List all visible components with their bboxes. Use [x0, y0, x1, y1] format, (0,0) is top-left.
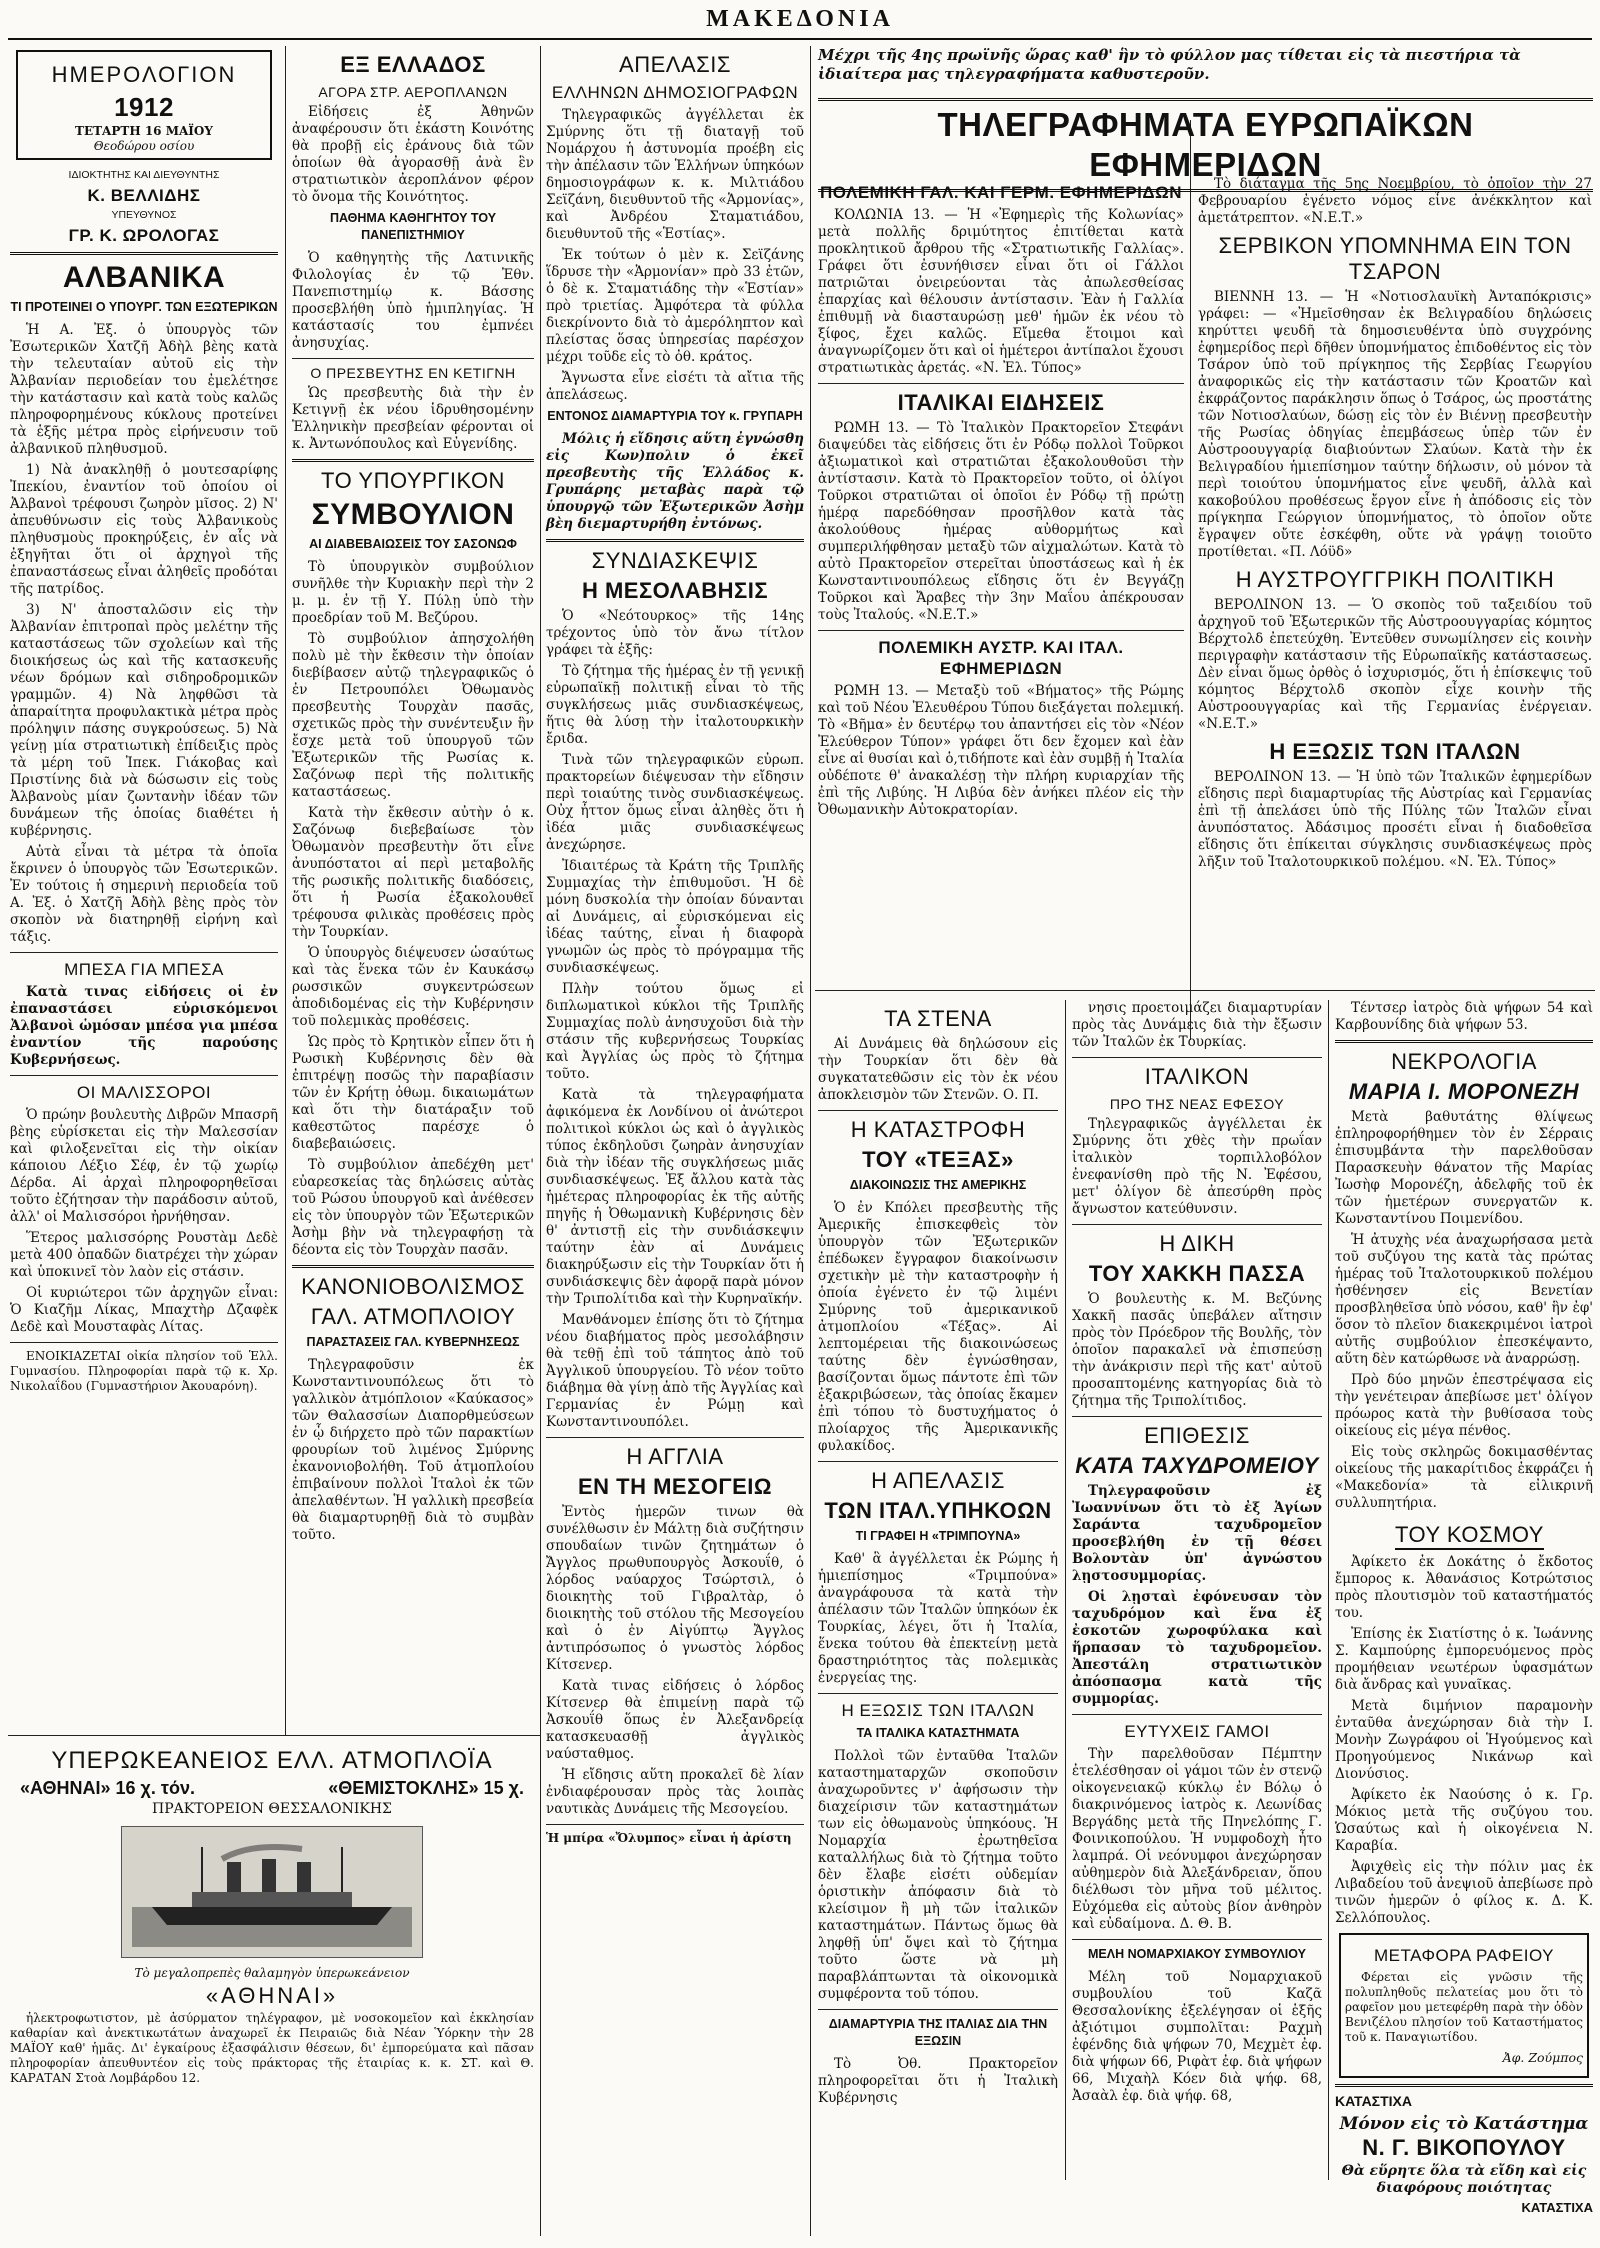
column-2 — [292, 46, 534, 1731]
polemiki-headline: ΠΟΛΕΜΙΚΗ ΓΑΛ. ΚΑΙ ΓΕΡΜ. ΕΦΗΜΕΡΙΔΩΝ — [819, 183, 1183, 202]
rent-notice: ΕΝΟΙΚΙΑΖΕΤΑΙ οἰκία πλησίον τοῦ Ἑλλ. Γυμνασίου. Πληροφορίαι παρὰ τῷ κ. Χρ. Νικολαΐδου (Γυμναστήριον Ἀκουαρόνη). — [10, 1349, 278, 1393]
kosmos-paragraph: Μετὰ διμήνιον παραμονὴν ἐνταῦθα ἀνεχώρησαν διὰ τὴν Ι. Μονὴν Ζωγράφου οἱ Ἡγούμενος καὶ Προηγούμενος Νικάνωρ καὶ Διονύσιος. — [1335, 1698, 1593, 1782]
atmoploia-headline: ΥΠΕΡΩΚΕΑΝΕΙΟΣ ΕΛΛ. ΑΤΜΟΠΛΟΪΑ — [51, 1747, 493, 1774]
katastixa-text: Θὰ εὕρητε ὅλα τὰ εἴδη καὶ εἰς διαφόρους ποιότητας — [1341, 2163, 1587, 2196]
exosis-headline: Η ΕΞΩΣΙΣ ΤΩΝ ΙΤΑΛΩΝ — [1269, 739, 1521, 764]
exellados-headline: ΕΞ ΕΛΛΑΔΟΣ — [340, 52, 486, 77]
divider — [818, 1693, 1058, 1694]
epith-headline-2: ΚΑΤΑ ΤΑΧΥΔΡΟΜΕΙΟΥ — [1075, 1453, 1319, 1478]
column-3 — [546, 46, 804, 2231]
albanika-headline: ΑΛΒΑΝΙΚΑ — [62, 261, 226, 294]
anglia-paragraph: Ἡ εἴδησις αὕτη προκαλεῖ δὲ λίαν ἐνδιαφέρουσαν πρὸς τὰς λοιπὰς ναυτικὰς Δυνάμεις τῆς Μεσογείου. — [546, 1767, 804, 1817]
epith-paragraph: Τηλεγραφοῦσιν ἐξ Ἰωαννίνων ὅτι τὸ ἐξ Ἁγίων Σαράντα ταχυδρομεῖον προσεβλήθη ἐν τῇ θέσει Βολοντὰν ὑπ' ἀγνώστου λῃστοσυμμορίας. — [1072, 1483, 1322, 1584]
divider — [546, 1437, 804, 1438]
ship-1: «ΑΘΗΝΑΙ» 16 χ. τόν. — [20, 1778, 195, 1798]
column-rule — [540, 46, 541, 2236]
diki-text: Ὁ βουλευτὴς κ. Μ. Βεζύνης Χακκῆ πασᾶς ὑπεβάλεν αἴτησιν πρὸς τὸν Πρόεδρον τῆς Βουλῆς, τὸν ὁποῖον παρακαλεῖ νὰ ἐπισπεύσῃ τὴν ἀνάκρισιν περὶ τῆς κατ' αὐτοῦ προσαπτομένης κατηγορίας διὰ τὸ ζήτημα τῆς Τριπολίτιδος. — [1072, 1291, 1322, 1409]
apel-paragraph: Ἄγνωστα εἶνε εἰσέτι τὰ αἴτια τῆς ἀπελάσεως. — [546, 370, 804, 403]
syndia-paragraph: Τινὰ τῶν τηλεγραφικῶν εὐρωπ. πρακτορείων διέψευσαν τὴν εἴδησιν περὶ τοιαύτης τινὸς συνδιασκέψεως. Οὐχ ἧττον ὅμως εἶναι ἀληθὲς ὅτι ἡ ἰδέα μιᾶς συνδιασκέψεως ἀνεχώρησε. — [546, 752, 804, 853]
austro-text: ΒΕΡΟΛΙΝΟΝ 13. — Ὁ σκοπὸς τοῦ ταξειδίου τοῦ ἀρχηγοῦ τοῦ Ἐξωτερικῶν τῆς Αὐστροουγγαρίας κόμητος Βέρχτολδ ἐπετεύχθη. Ἐντεῦθεν συνωμίλησεν εἰς κοινὴν περιγραφὴν κατάστασιν τῆς Εὐρωπαϊκῆς κατάστασεως. Δὲν εἶναι ὅμως ὀρθὸς ὁ ἰσχυρισμός, ὅτι ἡ ἐπίσκεψις τοῦ κόμητος Βέρχτολδ σκοπὸν εἶχε κοινὴν τῆς Αὐστροουγγαρίας καὶ τῆς Γερμανίας ἐνέργειαν. «Ν.Ε.Τ.» — [1198, 597, 1592, 732]
ypourg-subheadline: ΑΙ ΔΙΑΒΕΒΑΙΩΣΕΙΣ ΤΟΥ ΣΑΣΟΝΩΦ — [309, 537, 517, 551]
katastixa-end: ΚΑΤΑΣΤΙΧΑ — [1521, 2200, 1593, 2215]
albanika-subheadline: ΤΙ ΠΡΟΤΕΙΝΕΙ Ο ΥΠΟΥΡΓ. ΤΩΝ ΕΞΩΤΕΡΙΚΩΝ — [10, 300, 278, 314]
divider — [1072, 1057, 1322, 1058]
editor-name: ΓΡ. Κ. ΩΡΟΛΟΓΑΣ — [68, 226, 220, 245]
divider — [10, 1075, 278, 1076]
kosmos-paragraph: Ἐπίσης ἐκ Σιατίστης ὁ κ. Ἰωάννης Σ. Καμπούρης ἐμπορευόμενος πρὸς προμήθειαν νεωτέρων ὑφασμάτων διὰ ἄνδρας καὶ γυναῖκας. — [1335, 1626, 1593, 1693]
kanon-headline: ΚΑΝΟΝΙΟΒΟΛΙΣΜΟΣ — [301, 1274, 525, 1299]
malissoroi-paragraph: Οἱ κυριώτεροι τῶν ἀρχηγῶν εἶναι: Ὁ Κιαζῆμ Λίκας, Μπαχτὴρ Δζαφὲκ Δεδὲ καὶ Μουσταφὰς Λίτας. — [10, 1285, 278, 1335]
epith-paragraph: Οἱ λῃσταὶ ἐφόνευσαν τὸν ταχυδρόμον καὶ ἕνα ἐξ ἐσκοτῶν χωροφύλακα καὶ ἥρπασαν τὸ ταχυδρομεῖον. Ἀπεστάλη στρατιωτικὸν ἀπόσπασμα κατὰ τῆς συμμορίας. — [1072, 1589, 1322, 1707]
serv-text: ΒΙΕΝΝΗ 13. — Ἡ «Νοτιοσλαυϊκὴ Ἀνταπόκρισις» γράφει: — «Ἠμεῖσθησαν ἐκ Βελιγραδίου δηλώσεις κηρύττει ψευδῆ τὰ δημοσιευθέντα ὑπὸ συγχρόνης ἐφημερίδος περὶ δῆθεν ὑπομνήματος ἐπιδοθέντος εἰς τὸν Τσάρον ὑπὸ τοῦ πρίγκηπος τῆς Σερβίας Γεωργίου ἀναφορικῶς εἰς τὴν κατάστασιν τῶν Κροατῶν καὶ ἐκφράζοντος παράκλησιν ὅπως ὁ Τσάρος, ὡς προστάτης τῶν Νοτιοσλαύων, δώσῃ εἰς τὸν ἐν Βιέννῃ πρεσβευτὴν τῆς Ρωσίας ὁδηγίας ἐπεμβάσεως ὑπὲρ τῶν ἐν Αὐστροουγγαρίᾳ διαβιούντων Σλαύων. Κατὰ τὴν ἐκ Βελιγραδίου ἡμιεπίσημον ταύτην δήλωσιν, οὐ μόνον τὰ περὶ τοιούτου ὑπομνήματος εἶνε ψευδῆ, ἀλλὰ καὶ κακοβούλου προθέσεως ἔργον εἶνε ἡ ἀπόδοσις εἰς τὸν πρίγκηπα Γεώργιον ὑπομνήματος, τὸ ὁποῖον οὔτε ἔγραψεν οὔτε ἐσκέφθη, οὔτε νὰ γράψῃ τοιοῦτο προτίθεται. «Π. Λόϋδ» — [1198, 289, 1592, 560]
albanika-paragraph: 1) Νὰ ἀνακληθῇ ὁ μουτεσαρίφης Ἰπεκίου, ἐναντίον τοῦ ὁποίου οἱ Ἀλβανοὶ τρέφουσι ζωηρὸν μῖσος. 2) Ν' ἀπευθύνωσιν εἰς τοὺς Ἀλβανικοὺς πληθυσμοὺς προκηρύξεις, ἐν αἷς νὰ ἐξηγῆται ὅτι οἱ ἀρχηγοὶ τῆς ἐπαναστάσεως εἶναι ἀληθεῖς προδόται τῆς πατρίδος. — [10, 462, 278, 597]
nekro-name: ΜΑΡΙΑ Ι. ΜΟΡΟΝΕΖΗ — [1348, 1079, 1580, 1104]
serv-headline: ΣΕΡΒΙΚΟΝ ΥΠΟΜΝΗΜΑ ΕΙΝ ΤΟΝ ΤΣΑΡΟΝ — [1218, 233, 1572, 284]
diki-headline: Η ΔΙΚΗ — [1159, 1231, 1235, 1256]
divider — [818, 1461, 1058, 1462]
nekro-paragraph: Πρὸ δύο μηνῶν ἐπεστρέψασα εἰς τὴν γενέτειραν ἀπεβίωσε μετ' ὀλίγον πρόωρος κατὰ τὴν βυθίσασα τοὺς οἰκείους εἰς μέγα πένθος. — [1335, 1372, 1593, 1439]
griparis-text: Μόλις ἡ εἴδησις αὕτη ἐγνώσθη εἰς Κων)πολιν ὁ ἐκεῖ πρεσβευτὴς τῆς Ἑλλάδος κ. Γρυπάρης μεταβὰς παρὰ τῷ ὑπουργῷ τῶν Ἐξωτερικῶν Ἀσὴμ βὲη διεμαρτυρήθη ἐντόνως. — [546, 431, 804, 532]
syndia-paragraph: Ἰδιαιτέρως τὰ Κράτη τῆς Τριπλῆς Συμμαχίας τὴν ἐπιθυμοῦσι. Ἡ δὲ μόνη δυσκολία τὴν ὁποίαν δύνανται αἱ Δυνάμεις, αἱ εὐρισκόμεναι εἰς ἰδέας ταύτης, εἶναι ἡ διαφορὰ γνωμῶν ὡς πρὸς τὸ πρόγραμμα τῆς συνδιασκέψεως. — [546, 858, 804, 976]
column-rule — [1065, 1000, 1066, 2180]
apel-ital-headline: Η ΑΠΕΛΑΣΙΣ — [871, 1468, 1005, 1493]
column-8 — [1335, 1000, 1593, 2215]
ypourg-paragraph: Τὸ συμβούλιον ἀπεδέχθη μετ' εὐαρεσκείας τὰς δηλώσεις αὐτὰς τοῦ Ρώσου ὑπουργοῦ καὶ ἀνέθεσεν εἰς τὸν ὑπουργὸν τῶν Ἐξωτερικῶν Ἀσὴμ βὴν νὰ τηλεγραφήσῃ τὰ δέοντα εἰς τὸν Τουρχὰν πασᾶν. — [292, 1157, 534, 1258]
rafeio-ad — [1339, 1933, 1589, 2078]
column-7 — [1072, 1000, 1322, 2185]
italikon-subheadline: ΠΡΟ ΤΗΣ ΝΕΑΣ ΕΦΕΣΟΥ — [1109, 1096, 1285, 1112]
anglia-headline: Η ΑΓΓΛΙΑ — [626, 1444, 724, 1469]
anglia-headline-2: ΕΝ ΤΗ ΜΕΣΟΓΕΙΩ — [577, 1474, 773, 1499]
calendar-title: ΗΜΕΡΟΛΟΓΙΟΝ — [51, 62, 237, 87]
nekro-headline: ΝΕΚΡΟΛΟΓΙΑ — [1391, 1049, 1537, 1074]
shipping-ad — [10, 1740, 534, 2230]
meli-text: Μέλη τοῦ Νομαρχιακοῦ συμβουλίου τοῦ Καζᾶ Θεσσαλονίκης ἐξελέγησαν οἱ ἑξῆς ἀξιότιμοι συμπολῖται: Ραχμὴ ἐφένδης διὰ ψήφων 70, Μεχμὲτ ἐφ. διὰ ψήφων 66, Ριφὰτ ἐφ. διὰ ψήφων 66, Μιχαὴλ Κόεν διὰ ψήφ. 68, Ἀσαὰλ ἐφ. διὰ ψήφ. 68, — [1072, 1969, 1322, 2104]
mpesa-headline: ΜΠΕΣΑ ΓΙΑ ΜΠΕΣΑ — [64, 960, 224, 979]
masthead-rule — [8, 38, 1592, 40]
ypourg-paragraph: Τὸ ὑπουργικὸν συμβούλιον συνῆλθε τὴν Κυριακὴν περὶ τὴν 2 μ. μ. ἐν τῇ Υ. Πύλῃ ὑπὸ τὴν προεδρίαν τοῦ Μ. Βεζύρου. — [292, 559, 534, 626]
malissoroi-paragraph: Ἕτερος μαλισσόρης Ρουστὰμ Δεδὲ μετὰ 400 ὀπαδῶν διατρέχει τὴν χώραν καὶ ὑποκινεῖ τὸν λαὸν εἰς στάσιν. — [10, 1230, 278, 1280]
divider — [546, 1824, 804, 1825]
rafeio-text: Φέρεται εἰς γνῶσιν τῆς πολυπληθοῦς πελατείας μου ὅτι τὸ ραφεῖον μου μετεφέρθη παρὰ τὴν ὁδὸν Βενιζέλου πλησίον τοῦ Καταστήματος τοῦ κ. Παναγιωτίδου. — [1345, 1970, 1583, 2044]
divider — [546, 539, 804, 542]
nekro-paragraph: Μετὰ βαθυτάτης θλίψεως ἐπληροφορήθημεν τὸν ἐν Σέρραις ἐπισυμβάντα τὴν παρελθοῦσαν Παρασκευὴν θάνατον τῆς Μαρίας Ἰωσὴφ Μορονέζη, ἀδελφῆς τοῦ ἐκ τῶν ἡμετέρων συνεργατῶν κ. Κωνσταντίνου Ποιμενίδου. — [1335, 1109, 1593, 1227]
malissoroi-headline: ΟΙ ΜΑΛΙΣΣΟΡΟΙ — [76, 1083, 212, 1102]
editor-label: ΥΠΕΥΘΥΝΟΣ — [111, 209, 177, 221]
albanika-paragraph: Αὐτὰ εἶναι τὰ μέτρα τὰ ὁποῖα ἔκρινεν ὁ ὑπουργὸς τῶν Ἐσωτερικῶν. Ἐν τούτοις ἡ σημερινὴ περιοδεία τοῦ Α. Ἐξ. ὁ Χατζῆ Ἀδὴλ βὲης πρὸς τὸν σκοπὸν νὰ διατηρηθῇ εἰρήνη καὶ τάξις. — [10, 844, 278, 945]
rafeio-signature: Ἀφ. Ζούμπος — [1502, 2050, 1583, 2065]
katastixa-name: Ν. Γ. ΒΙΚΟΠΟΥΛΟΥ — [1362, 2135, 1566, 2160]
exosi-ital-text: Πολλοὶ τῶν ἐνταῦθα Ἰταλῶν καταστηματαρχῶν σκοποῦσιν ἀναχωροῦντες ν' ἀφήσωσιν τὴν διαχείρισιν τῶν καταστημάτων των εἰς ὀθωμανοὺς ὑπηκόους. Ἡ Νομαρχία ἐρωτηθεῖσα καταλλήλως διὰ τὸ ζήτημα τοῦτο δὲν ἔλαβε εἰσέτι οὐδεμίαν ὁριστικὴν ἀπόφασιν διὰ τὸ κλείσιμον ἢ μὴ τῶν ἰταλικῶν καταστημάτων. Πάντως ὅμως θὰ ληφθῇ ὑπ' ὄψει καὶ τὸ ζήτημα τοῦτο ὥστε νὰ μὴ παραβλάπτωνται τὰ οἰκονομικὰ συμφέροντα τοῦ τόπου. — [818, 1748, 1058, 2002]
ypourg-headline-2: ΣΥΜΒΟΥΛΙΟΝ — [311, 498, 515, 531]
ypourg-paragraph: Κατὰ τὴν ἔκθεσιν αὐτὴν ὁ κ. Σαζόνωφ διεβεβαίωσε τὸν Ὀθωμανὸν πρεσβευτὴν ὅτι εἶνε ἀνυπόστατοι αἱ περὶ μεταβολῆς τῆς ρωσικῆς πολιτικῆς διαδόσεις, ὅτι ἡ Ρωσία ἐξακολουθεῖ τρέφουσα φιλικὰς προθέσεις πρὸς τὴν Τουρκίαν. — [292, 805, 534, 940]
apel-paragraph: Ἐκ τούτων ὁ μὲν κ. Σεϊζάνης ἵδρυσε τὴν «Ἁρμονίαν» πρὸ 33 ἐτῶν, ὁ δὲ κ. Σταματιάδης τὴν «Ἑστίαν» πρὸ τριετίας. Ἀμφότερα τὰ φύλλα διεκρίνοντο διὰ τὸ ἀμερόληπτον καὶ πλείστας ὅσας ὑπηρεσίας παρέσχον μέχρι τοῦδε εἰς τὸ ὀθ. κράτος. — [546, 247, 804, 365]
column-4 — [818, 176, 1184, 986]
kosmos-paragraph: Ἀφίκετο ἐκ Δοκάτης ὁ ἔκδοτος ἔμπορος κ. Ἀθανάσιος Κοτρώτσιος πρὸς πλουτισμὸν τοῦ καταστήματός του. — [1335, 1554, 1593, 1621]
italikai-headline: ΙΤΑΛΙΚΑΙ ΕΙΔΗΣΕΙΣ — [897, 390, 1105, 415]
ship-name: «ΑΘΗΝΑΙ» — [205, 1983, 339, 2008]
calendar-year: 1912 — [114, 92, 174, 122]
ship-caption: Τὸ μεγαλοπρεπὲς θαλαμηγὸν ὑπερωκεάνειον — [134, 1966, 410, 1980]
top-text: νησις προετοιμάζει διαμαρτυρίαν πρὸς τὰς Δυνάμεις διὰ τὴν ἔξωσιν τῶν Ἰταλῶν ἐκ Τουρκίας. — [1072, 1000, 1322, 1050]
ypourg-paragraph: Τὸ συμβούλιον ἀπησχολήθη πολὺ μὲ τὴν ἔκθεσιν τὴν ὁποίαν διεβίβασεν αὐτῷ τηλεγραφικῶς ὁ ἐν Πετρουπόλει Ὀθωμανὸς πρεσβευτὴς Τουρχὰν πασᾶς, σχετικῶς πρὸς τὴν συνέντευξιν ἣν ἔσχε μετὰ τοῦ ὑπουργοῦ τῶν Ἐξωτερικῶν τῆς Ρωσίας κ. Σαζόνωφ περὶ τῆς πολιτικῆς καταστάσεως. — [292, 631, 534, 800]
diamart-subheadline: ΔΙΑΜΑΡΤΥΡΙΑ ΤΗΣ ΙΤΑΛΙΑΣ ΔΙΑ ΤΗΝ ΕΞΩΣΙΝ — [828, 2017, 1048, 2048]
apel-headline-2: ΕΛΛΗΝΩΝ ΔΗΜΟΣΙΟΓΡΑΦΩΝ — [551, 83, 799, 102]
katastixa-label: ΚΑΤΑΣΤΙΧΑ — [1335, 2093, 1412, 2109]
column-1 — [10, 46, 278, 1731]
meli-subheadline: ΜΕΛΗ ΝΟΜΑΡΧΙΑΚΟΥ ΣΥΜΒΟΥΛΙΟΥ — [1088, 1947, 1306, 1961]
pathima-subheadline: ΠΑΘΗΜΑ ΚΑΘΗΓΗΤΟΥ ΤΟΥ ΠΑΝΕΠΙΣΤΗΜΙΟΥ — [329, 211, 497, 242]
apel-ital-text: Καθ' ἃ ἀγγέλλεται ἐκ Ρώμης ἡ ἡμιεπίσημος «Τριμπούνα» ἀναγράφουσα τὰ κατὰ τὴν ἀπέλασιν τῶν Ἰταλῶν ὑπηκόων ἐκ Τουρκίας, λέγει, ὅτι ἡ Ἰταλία, ἕνεκα τούτου θὰ ἐπεκτείνῃ μετὰ δραστηριότητος τὰς πολεμικὰς ἐνεργείας της. — [818, 1551, 1058, 1686]
gamoi-text: Τὴν παρελθοῦσαν Πέμπτην ἐτελέσθησαν οἱ γάμοι τῶν ἐν στενῷ οἰκογενειακῷ κύκλῳ ἐν Βόλῳ ὁ διακρινόμενος ἰατρὸς κ. Λεωνίδας Βεργάδης μετὰ τῆς Πηνελόπης Γ. Φοινικοπούλου. Ἡ νυμφοδοχὴ ἦτο λαμπρά. Οἱ νεόνυμφοι ἀνεχώρησαν αὐθημερὸν διὰ Ἀλεξάνδρειαν, ὅπου διέλθωσι τὸν μῆνα τοῦ μέλιτος. Εὐχόμεθα εἰς αὐτοὺς βίον ἀνθηρὸν καὶ εὐδαίμονα. Δ. Θ. Β. — [1072, 1746, 1322, 1932]
austro-headline: Η ΑΥΣΤΡΟΥΓΓΡΙΚΗ ΠΟΛΙΤΙΚΗ — [1235, 567, 1555, 592]
syndia-paragraph: Τὸ ζήτημα τῆς ἡμέρας ἐν τῇ γενικῇ εὐρωπαϊκῇ πολιτικῇ εἶναι τὸ τῆς συγκλήσεως μιᾶς συνδιασκέψεως, ἥτις θὰ λύσῃ τὴν ἰταλοτουρκικὴν ἔριδα. — [546, 663, 804, 747]
anglia-paragraph: Κατὰ τινας εἰδήσεις ὁ λόρδος Κίτσενερ θὰ ἐπιμείνῃ παρὰ τῷ Ἀσκουΐθ ὅπως ἐν Ἀλεξανδρείᾳ κατασκευασθῇ ἀγγλικὸς ναύσταθμος. — [546, 1678, 804, 1762]
divider — [1335, 1040, 1593, 1043]
rafeio-headline: ΜΕΤΑΦΟΡΑ ΡΑΦΕΙΟΥ — [1373, 1946, 1555, 1965]
albanika-paragraph: 3) Ν' ἀποσταλῶσιν εἰς τὴν Ἀλβανίαν ἐπιτροπαὶ πρὸς μελέτην τῆς καταστάσεως τῶν σχολείων καὶ τῆς διοικήσεως ὡς καὶ τῆς κατασκευῆς νέων δρόμων καὶ σιδηροδρομικῶν γραμμῶν. 4) Νὰ ληφθῶσι τὰ ἀπαραίτητα προφυλακτικὰ μέτρα πρὸς πρόληψιν πάσης συγκρούσεως. 5) Νὰ γείνῃ μία στρατιωτικὴ ἐπίδειξις πρὸς τὰ μέρη τοῦ Ἰπεκ. Γιάκοβας καὶ Πριστίνης διὰ νὰ δώσωσιν εἰς τοὺς Ἀλβανοὺς μίαν ζωντανὴν ἰδέαν τῶν δυνάμεων τῆς ὁποίας διαθέτει ἡ κυβέρνησις. — [10, 602, 278, 839]
stena-text: Αἱ Δυνάμεις θὰ δηλώσουν εἰς τὴν Τουρκίαν ὅτι δὲν θὰ συγκατατεθῶσιν εἰς τὸν ἐκ νέου ἀποκλεισμὸν τῶν Στενῶν. Ο. Π. — [818, 1036, 1058, 1103]
owner-name: Κ. ΒΕΛΛΙΔΗΣ — [87, 186, 201, 205]
syndia-headline: ΣΥΝΔΙΑΣΚΕΨΙΣ — [591, 548, 759, 573]
apel-paragraph: Τηλεγραφικῶς ἀγγέλλεται ἐκ Σμύρνης ὅτι τῇ διαταγῇ τοῦ Νομάρχου ἡ ἀστυνομία προέβη εἰς τὴν ἀπέλασιν τῶν Ἑλλήνων ὑπηκόων δημοσιογράφων κ. κ. Μιλτιάδου Σεϊζάνη, διευθυντοῦ τῆς «Ἁρμονίας», καὶ Ἀνδρέου Σταματιάδου, διευθυντοῦ τῆς «Ἑστίας». — [546, 107, 804, 242]
column-6 — [818, 1000, 1058, 2185]
olympos-ad: Ἡ μπίρα «Ὄλυμπος» εἶναι ἡ ἀρίστη — [546, 1831, 792, 1845]
agency: ΠΡΑΚΤΟΡΕΙΟΝ ΘΕΣΣΑΛΟΝΙΚΗΣ — [152, 1801, 392, 1817]
telegrams-header — [818, 46, 1593, 183]
ship-icon — [132, 1837, 412, 1947]
italikon-headline: ΙΤΑΛΙΚΟΝ — [1144, 1064, 1250, 1089]
nekro-paragraph: Ἡ ἀτυχὴς νέα ἀναχωρήσασα μετὰ τοῦ συζύγου της κατὰ τὰς πρώτας ἡμέρας τοῦ Ἰταλοτουρκικοῦ πολέμου ἠσθένησεν εἰς Βενετίαν προσβληθεῖσα ὑπὸ νόσου, καθ' ἣν ἐφ' ὅσον τὸ πλεῖον διακεκριμένοι ἰατροὶ αὐτῆς συμβούλιον ἐπεσκέψαντο, αὕτη δὲν κατώρθωσε νὰ ἀναρρώσῃ. — [1335, 1232, 1593, 1367]
ship-illustration — [121, 1826, 423, 1958]
kanon-headline-2: ΓΑΛ. ΑΤΜΟΠΛΟΙΟΥ — [310, 1304, 516, 1329]
nekro-paragraph: Εἰς τοὺς σκληρῶς δοκιμασθέντας οἰκείους τῆς μακαρίτιδος ἐκφράζει ἡ «Μακεδονία» τὰ εἰλικρινῆ συλλυπητήρια. — [1335, 1444, 1593, 1511]
malissoroi-paragraph: Ὁ πρώην βουλευτὴς Διβρῶν Μπασρῆ βὲης εὑρίσκεται εἰς τὴν Μαλεσσίαν καὶ φιλοξενεῖται εἰς τὴν οἰκίαν κάποιου Λέξιο Σέφ, ἐν τῷ χωρίῳ Δέρδα. Αἱ ἀρχαὶ πληροφορηθεῖσαι τοῦτο ἐζήτησαν τὴν παράδοσιν αὐτοῦ, ἀλλ' οἱ Μαλισσόροι ἠρνήθησαν. — [10, 1107, 278, 1225]
kanon-subheadline: ΠΑΡΑΣΤΑΣΕΙΣ ΓΑΛ. ΚΥΒΕΡΝΗΣΕΩΣ — [306, 1335, 520, 1349]
divider — [1072, 1224, 1322, 1225]
exosis-text: ΒΕΡΟΛΙΝΟΝ 13. — Ἡ ὑπὸ τῶν Ἰταλικῶν ἐφημερίδων εἴδησις περὶ διαμαρτυρίας τῆς Αὐστρίας καὶ Γερμανίας ἐπὶ τῇ ἀπελάσει ὑπὸ τῆς Πύλης τῶν Ἰταλῶν εἶναι ἀνυπόστατος. Ἀδάσιμος προσέτι εἶναι ἡ διαδοθεῖσα εἴδησις ὅτι ἐπίκειται σύγκλησις συνδιασκέψεως πρὸς λῆξιν τοῦ Ἰταλοτουρκικοῦ πολέμου. «Ν. Ἐλ. Τύπος» — [1198, 769, 1592, 870]
top-text: Τὸ διάταγμα τῆς 5ης Νοεμβρίου, τὸ ὁποῖον τὴν 27 Φεβρουαρίου ἐγένετο νόμος εἶνε ἀνέκκλητον καὶ ἀμετάτρεπτον. «Ν.Ε.Τ.» — [1198, 176, 1592, 226]
tessa-headline: Η ΚΑΤΑΣΤΡΟΦΗ — [850, 1117, 1026, 1142]
syndia-paragraph: Πλὴν τούτου ὅμως εἰ διπλωματικοὶ κύκλοι τῆς Τριπλῆς Συμμαχίας πολὺ ἀνησυχοῦσι διὰ τὴν στάσιν τῆς κυβερνήσεως Τουρκίας καὶ Ἀγγλίας ὡς πρὸς τὸ ζήτημα τοῦτο. — [546, 981, 804, 1082]
column-rule — [1328, 1000, 1329, 2180]
telegrams-headline: ΤΗΛΕΓΡΑΦΗΜΑΤΑ ΕΥΡΩΠΑΪΚΩΝ ΕΦΗΜΕΡΙΔΩΝ — [818, 98, 1593, 192]
presv-subheadline: Ο ΠΡΕΣΒΕΥΤΗΣ ΕΝ ΚΕΤΙΓΝΗ — [310, 365, 516, 381]
exosi-ital-headline: Η ΕΞΩΣΙΣ ΤΩΝ ΙΤΑΛΩΝ — [841, 1701, 1035, 1720]
syndia-paragraph: Ὁ «Νεότουρκος» τῆς 14ης τρέχοντος ὑπὸ τὸν ἄνω τίτλον γράφει τὰ ἑξῆς: — [546, 608, 804, 658]
divider — [10, 952, 278, 953]
divider — [10, 1342, 278, 1343]
masthead: ΜΑΚΕΔΟΝΙΑ — [706, 6, 894, 32]
apel-ital-headline-2: ΤΩΝ ΙΤΑΛ.ΥΠΗΚΟΩΝ — [824, 1498, 1052, 1523]
ships-line — [20, 1780, 524, 1797]
diamart-text: Τὸ Ὀθ. Πρακτορεῖον πληροφορεῖται ὅτι ἡ Ἰταλικὴ Κυβέρνησις — [818, 2056, 1058, 2106]
polemiki-text: ΚΟΛΩΝΙΑ 13. — Ἡ «Ἐφημερὶς τῆς Κολωνίας» μετὰ πολλῆς δριμύτητος ἐπιτίθεται κατὰ προκλητικοῦ ἄρθρου τῆς «Στρατιωτικῆς Γαλλίας». Γράφει ὅτι ἐσυνήθισεν εἶναι ὅτι οἱ Γάλλοι πατριῶται ὀνειρεύονται τὰς ἀπωλεσθείσας ἐπαρχίας καὶ θέλουσιν ἀντίστασιν. Ἐὰν ἡ Γαλλία ἐπιθυμῇ νὰ διασταυρώσῃ μεθ' ἡμῶν ἐκ νέου τὸ ξίφος, ἔχει καλῶς. Εἴμεθα ἕτοιμοι καὶ ἀναγνωρίζομεν ὅτι καὶ οἱ ἡμέτεροι ἀντίπαλοι ἔχουσι στρατιωτικὰς ἀρετάς. «Ν. Ἐλ. Τύπος» — [818, 207, 1184, 376]
agora-subheadline: ΑΓΟΡΑ ΣΤΡ. ΑΕΡΟΠΛΑΝΩΝ — [318, 84, 508, 100]
divider — [292, 459, 534, 462]
column-rule — [810, 46, 811, 2236]
albanika-paragraph: Ἡ Α. Ἐξ. ὁ ὑπουργὸς τῶν Ἐσωτερικῶν Χατζῆ Ἀδὴλ βὲης κατὰ τὴν τελευταίαν αὐτοῦ εἰς τὴν Ἀλβανίαν περιοδείαν του ἐμελέτησε τὴν κατάστασιν καὶ κατὰ τοὺς καλῶς πληροφορημένους κύκλους προτείνει τὰ ἑξῆς μέτρα πρὸς εἰρήνευσιν τοῦ ἀλβανικοῦ πληθυσμοῦ. — [10, 322, 278, 457]
divider — [1072, 1416, 1322, 1417]
anglia-paragraph: Ἐντὸς ἡμερῶν τινων θὰ συνέλθωσιν ἐν Μάλτῃ διὰ συζήτησιν σπουδαίων τινῶν ζητημάτων ὁ Ἄγγλος πρωθυπουργὸς Ἀσκουΐθ, ὁ λόρδος ναύαρχος Τσώρτσιλ, ὁ διοικητὴς τοῦ Γιβραλτὰρ, ὁ διοικητὴς τοῦ στόλου τῆς Μεσογείου καὶ ὁ ἐν Αἰγύπτῳ Ἄγγλος ἀντιπρόσωπος ὁ γνωστὸς λόρδος Κίτσενερ. — [546, 1504, 804, 1673]
pathima-text: Ὁ καθηγητὴς τῆς Λατινικῆς Φιλολογίας ἐν τῷ Ἐθν. Πανεπιστημίῳ κ. Βάσσης προσεβλήθη ὑπὸ ἡμιπληγίας. Ἡ κατάστασίς του ἐμπνέει ἀνησυχίας. — [292, 250, 534, 351]
tessa-text: Ὁ ἐν Κπόλει πρεσβευτὴς τῆς Ἀμερικῆς ἐπισκεφθεὶς τὸν ὑπουργὸν τῶν Ἐξωτερικῶν ἐπέδωκεν ἔγγραφον διακοίνωσιν σχετικὴν μὲ τὴν καταστροφὴν ἡ ὁποία ἐγένετο ἐν τῷ λιμένι Σμύρνης τοῦ ἀμερικανικοῦ ἀτμοπλοίου «Τέξας». Αἱ λεπτομέρειαι τῆς διακοινώσεως ταύτης δὲν ἐγνώσθησαν, βασίζονται ὅμως πάντοτε ἐπὶ τῶν ἐξακριβώσεων, τὰς ὁποίας ἔκαμεν ἐπὶ τόπου τὸ δυστυχήματος ὁ πλοίαρχος τῆς Ἀμερικανικῆς φυλακίδος. — [818, 1200, 1058, 1454]
griparis-subheadline: ΕΝΤΟΝΟΣ ΔΙΑΜΑΡΤΥΡΙΑ ΤΟΥ κ. ΓΡΥΠΑΡΗ — [547, 409, 803, 423]
polemiki2-text: ΡΩΜΗ 13. — Μεταξὺ τοῦ «Βήματος» τῆς Ρώμης καὶ τοῦ Νέου Ἐλευθέρου Τύπου διεξάγεται πολεμική. Τὸ «Βῆμα» ἐν δευτέρῳ του ἀπαντήσει εἰς τὸν «Νέον Ἐλεύθερον Τύπον» γράφει ὅτι δεν ἔχομεν καὶ ἐὰν εἶνε αἱ θυσίαι καὶ ὁ,τιδήποτε καὶ ἐὰν συμβῇ ἡ Ἰταλία οὐδέποτε θ' ἀνακαλέσῃ τὴν πλήρη κυριαρχίαν τῆς ἐπὶ τῆς Λιβύης. Ἡ Λιβύα δὲν ἀνήκει πλέον εἰς τὴν Ὀθωμανικὴν Αὐτοκρατορίαν. — [818, 683, 1184, 818]
calendar-saint: Θεοδώρου οσίου — [93, 139, 195, 153]
top-text: Τέντσερ ἰατρὸς διὰ ψήφων 54 καὶ Καρβουνίδης διὰ ψήφων 53. — [1335, 1000, 1593, 1033]
divider — [818, 1110, 1058, 1111]
syndia-paragraph: Μανθάνομεν ἐπίσης ὅτι τὸ ζήτημα νέου διαβήματος πρὸς μεσολάβησιν θὰ τεθῇ ἐπὶ τοῦ τάπητος ἀπὸ τοῦ Ἀγγλικοῦ ὑπουργείου. Τὸ νέον τοῦτο διάβημα θὰ γίνῃ ἀπὸ τῆς Ἀγγλίας καὶ Γερμανίας ἐν Ρώμῃ καὶ Κωνσταντινουπόλει. — [546, 1312, 804, 1430]
lead-italic: Μέχρι τῆς 4ης πρωϊνῆς ὥρας καθ' ἣν τὸ φύλλον μας τίθεται εἰς τὰ πιεστήρια τὰ ἰδιαίτερα μας τηλεγραφήματα καθυστεροῦν. — [818, 46, 1521, 83]
column-5 — [1198, 176, 1592, 986]
diki-headline-2: ΤΟΥ ΧΑΚΚΗ ΠΑΣΣΑ — [1088, 1261, 1306, 1286]
apel-ital-subheadline: ΤΙ ΓΡΑΦΕΙ Η «ΤΡΙΜΠΟΥΝΑ» — [855, 1529, 1021, 1543]
syndia-subheadline: Η ΜΕΣΟΛΑΒΗΣΙΣ — [581, 578, 769, 603]
section-rule — [8, 1735, 540, 1736]
italikon-text: Τηλεγραφικῶς ἀγγέλλεται ἐκ Σμύρνης ὅτι χθὲς τὴν πρωΐαν ἰταλικὸν τορπιλλοβόλον ἐνεφανίσθη πρὸ τῆς Ν. Ἐφέσου, μετ' ὀλίγον δὲ ἀπεσύρθη πρὸς ἄγνωστον κατεύθυνσιν. — [1072, 1116, 1322, 1217]
apel-headline: ΑΠΕΛΑΣΙΣ — [619, 52, 731, 77]
divider — [818, 2009, 1058, 2010]
stena-headline: ΤΑ ΣΤΕΝΑ — [884, 1006, 992, 1031]
divider — [1072, 1939, 1322, 1940]
gamoi-headline: ΕΥΤΥΧΕΙΣ ΓΑΜΟΙ — [1124, 1722, 1270, 1741]
divider — [1335, 2084, 1593, 2087]
divider — [292, 1265, 534, 1268]
syndia-paragraph: Κατὰ τὰ τηλεγραφήματα ἀφικόμενα ἐκ Λονδίνου οἱ ἀνώτεροι πολιτικοὶ κύκλοι ὡς καὶ ὁ ἀγγλικὸς τύπος ἐκδηλοῦσι ζωηρὰν ἀνησυχίαν διὰ τὴν ἰδέαν τῆς συγκλήσεως μιᾶς συνδιασκέψεως. Ἐξ ἄλλου κατὰ τὰς ἡμέτερας πληροφορίας ἐκ τῆς αὐτῆς πηγῆς ἡ Ὀθωμανικὴ Κυβέρνησις δὲν θ' ἀντιστῇ εἰς τὴν συνδιάσκεψιν ταύτην ἐὰν αἱ Δυνάμεις διακηρύξωσιν εἰς τὴν Τουρκίαν ὅτι ἡ συνδιάσκεψις δὲν ἀφορᾷ παρὰ μόνον τὴν Τριπολίτιδα καὶ τὴν Κυρηναϊκήν. — [546, 1087, 804, 1307]
calendar-box — [16, 50, 272, 160]
calendar-date: ΤΕΤΑΡΤΗ 16 ΜΑΪΟΥ — [75, 124, 213, 138]
tessa-headline-2: ΤΟΥ «ΤΕΞΑΣ» — [862, 1147, 1014, 1172]
owner-label: ΙΔΙΟΚΤΗΤΗΣ ΚΑΙ ΔΙΕΥΘΥΝΤΗΣ — [68, 169, 220, 181]
ship-2: «ΘΕΜΙΣΤΟΚΛΗΣ» 15 χ. — [328, 1778, 524, 1798]
kosmos-paragraph: Ἀφίκετο ἐκ Ναούσης ὁ κ. Γρ. Μόκιος μετὰ τῆς συζύγου του. Ὡσαύτως καὶ ἡ οἰκογένεια Ν. Καραβία. — [1335, 1787, 1593, 1854]
ypourg-paragraph: Ὡς πρὸς τὸ Κρητικὸν εἶπεν ὅτι ἡ Ρωσικὴ Κυβέρνησις δὲν θὰ ἐπιτρέψῃ ποσῶς τὴν παραβίασιν τῶν ἐν Κρήτῃ ὀθωμ. δικαιωμάτων καὶ ὅτι τὴν διατάραξιν τοῦ καθεστῶτος παρέσχε ὁ διαβεβαιώσεις. — [292, 1034, 534, 1152]
column-rule — [285, 46, 286, 1736]
katastixa-line: Μόνον εἰς τὸ Κατάστημα — [1339, 2114, 1589, 2134]
polemiki2-headline: ΠΟΛΕΜΙΚΗ ΑΥΣΤΡ. ΚΑΙ ΙΤΑΛ. ΕΦΗΜΕΡΙΔΩΝ — [878, 638, 1124, 678]
divider — [1072, 1714, 1322, 1715]
shipping-text: ἠλεκτροφωτιστον, μὲ ἀσύρματον τηλέγραφον, μὲ νοσοκομεῖον καὶ ἐκκλησίαν καθαρίαν καὶ ἀνεκτικωτάτων ἀναχωρεῖ ἐκ Πειραιῶς διὰ Νέαν Ὑόρκην τὴν 28 ΜΑΪΟΥ καθ' ἡμᾶς. Δι' ἐγκαίρους ἐξασφάλισιν θέσεων, δι' ἐμπορεύματα καὶ πᾶσαν πληροφορίαν ἀπευθυντέον εἰς τοὺς πράκτορας τῆς ἑταιρίας κ. κ. ΣΤ. καὶ Θ. ΚΑΡΑΤΑΝ Στοὰ Λομβάρδου 12. — [10, 2011, 534, 2085]
italikai-text: ΡΩΜΗ 13. — Τὸ Ἰταλικὸν Πρακτορεῖον Στεφάνι διαψεύδει τὰς εἰδήσεις ὅτι ἐν Ρόδῳ πολλοὶ Τοῦρκοι ἀξιωματικοὶ καὶ στρατιῶται ἐξακολουθοῦσι τὴν ἀντίστασιν. Κατὰ τὸ Πρακτορεῖον τοῦτο, οἱ ὀλίγοι Τοῦρκοι στρατιῶται οἱ ὁποῖοι ἐν Ρόδῳ τῇ πρώτῃ ἡμέρᾳ παρεδόθησαν προσῆλθον κατὰ τὰς ἀκολούθους ἡμέρας αὐθορμήτως καὶ συμπεριλήφθησαν μεταξὺ τῶν αἰχμαλώτων. Κατὰ τὸ αὐτὸ Πρακτορεῖον στερεῖται ὑποστάσεως καὶ ἡ ἐκ Κωνσταντινουπόλεως εἴδησις ὅτι ἐν Βεγγάζῃ Τοῦρκοι καὶ Ἄραβες τὴν 3ην Μαΐου ἀπέκρουσαν τοὺς Ἰταλούς. «Ν.Ε.Τ.» — [818, 420, 1184, 623]
kanon-text: Τηλεγραφοῦσιν ἐκ Κωνσταντινουπόλεως ὅτι τὸ γαλλικὸν ἀτμόπλοιον «Καύκασος» τῶν Θαλασσίων Διαπορθμεύσεων ἐν ᾧ διήρχετο πρὸ τῶν παρακτίων φρουρίων τοῦ λιμένος Σμύρνης ἐκανονιοβολήθη. Τοῦ ἀτμοπλοίου ἐπιβαίνουν πολλοὶ Ἰταλοὶ ἐκ τῶν ἀπελαθέντων. Ἡ γαλλικὴ πρεσβεία θὰ διαμαρτυρηθῇ διὰ τὸ συμβὰν τοῦτο. — [292, 1357, 534, 1543]
ypourg-headline: ΤΟ ΥΠΟΥΡΓΙΚΟΝ — [321, 468, 505, 493]
mpesa-text: Κατὰ τινας εἰδήσεις οἱ ἐν ἐπαναστάσει εὑρισκόμενοι Ἀλβανοὶ ὡμόσαν μπέσα για μπέσα ἐναντίον τῆς παρούσης Κυβερνήσεως. — [10, 984, 278, 1068]
kosmos-headline: ΤΟΥ ΚΟΣΜΟΥ — [1395, 1522, 1544, 1550]
divider — [292, 358, 534, 359]
kosmos-paragraph: Ἀφιχθεὶς εἰς τὴν πόλιν μας ἐκ Λιβαδείου τοῦ ἀνεψιοῦ ἀπεβίωσε πρὸ τινῶν ἡμερῶν ὁ φίλος κ. Δ. Κ. Σελλόπουλος. — [1335, 1859, 1593, 1926]
agora-text: Εἰδήσεις ἐξ Ἀθηνῶν ἀναφέρουσιν ὅτι ἐκάστη Κοινότης θὰ προβῇ εἰς ἐράνους διὰ τῶν ὁποίων θὰ ἀγορασθῇ ἀνὰ ἓν στρατιωτικὸν ἀεροπλάνον φέρον τὸ ὄνομα τῆς Κοινότητος. — [292, 104, 534, 205]
column-rule — [1190, 120, 1191, 1040]
section-rule — [815, 990, 1595, 991]
ypourg-paragraph: Ὁ ὑπουργὸς διέψευσεν ὡσαύτως καὶ τὰς ἕνεκα τῶν ἐν Καυκάσῳ ρωσσικῶν συγκεντρώσεων ἀποδιδομένας εἰς τὴν Κυβέρνησιν τοῦ πολεμικὰς προθέσεις. — [292, 945, 534, 1029]
epith-headline: ΕΠΙΘΕΣΙΣ — [1144, 1423, 1250, 1448]
divider — [818, 383, 1184, 384]
presv-text: Ὡς πρεσβευτὴς διὰ τὴν ἐν Κετιγνῇ ἐκ νέου ἱδρυθησομένην Ἑλληνικὴν πρεσβείαν φέρονται οἱ κ. Ἀντωνόπουλος καὶ Εὐγενίδης. — [292, 385, 534, 452]
divider — [818, 630, 1184, 631]
tessa-subheadline: ΔΙΑΚΟΙΝΩΣΙΣ ΤΗΣ ΑΜΕΡΙΚΗΣ — [849, 1178, 1027, 1192]
exosi-ital-subheadline: ΤΑ ΙΤΑΛΙΚΑ ΚΑΤΑΣΤΗΜΑΤΑ — [856, 1726, 1020, 1740]
divider — [10, 252, 278, 255]
